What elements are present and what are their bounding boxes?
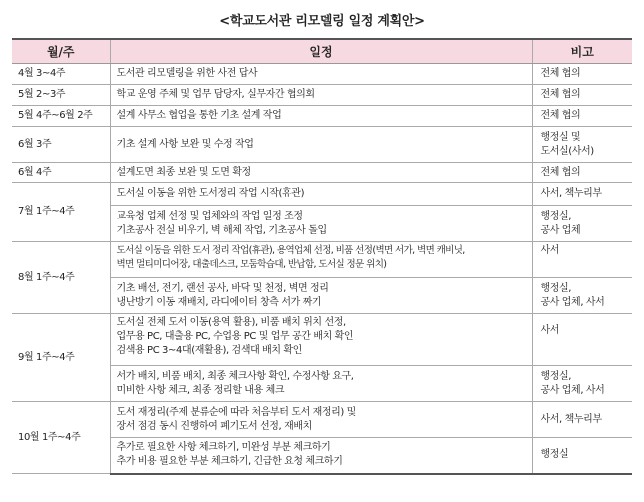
note-line: 사서 xyxy=(540,325,560,336)
note-cell xyxy=(532,314,632,366)
schedule-table xyxy=(12,38,632,475)
plan-cell xyxy=(110,163,532,183)
note-cell xyxy=(532,64,632,85)
plan-line: 검색용 PC 3~4대(재활용), 검색대 배치 확인 xyxy=(116,345,302,356)
note-cell xyxy=(532,206,632,242)
note-cell xyxy=(532,127,632,163)
plan-line: 도서관 리모델링을 위한 사전 답사 xyxy=(116,68,258,79)
plan-line: 업무용 PC, 대출용 PC, 수업용 PC 및 업무 공간 배치 확인 xyxy=(116,331,354,342)
note-line: 사서, 책누리부 xyxy=(540,188,602,199)
plan-cell xyxy=(110,85,532,106)
plan-line: 냉난방기 이동 재배치, 라디에이터 창측 서가 짜기 xyxy=(116,296,322,308)
table-row xyxy=(12,163,632,183)
note-line: 공사 업체, 사서 xyxy=(540,296,605,308)
table-row xyxy=(12,183,632,206)
plan-cell xyxy=(110,278,532,314)
plan-cell xyxy=(110,366,532,402)
plan-line: 도서실 이동을 위한 도서정리 작업 시작(휴관) xyxy=(116,188,305,199)
note-cell xyxy=(532,183,632,206)
month-cell: 7월 1주~4주 xyxy=(12,183,110,242)
month-cell: 10월 1주~4주 xyxy=(12,402,110,474)
month-cell: 5월 2~3주 xyxy=(12,85,110,106)
page-title: <학교도서관 리모델링 일정 계획안> xyxy=(219,14,425,29)
note-line: 전체 협의 xyxy=(540,68,581,79)
plan-cell xyxy=(110,183,532,206)
table-row xyxy=(12,402,632,438)
note-line: 도서실(사서) xyxy=(540,145,594,157)
plan-line: 도서실 전체 도서 이동(용역 활용), 비품 배치 위치 선정, xyxy=(116,317,346,328)
note-line: 사서 xyxy=(540,245,560,256)
note-line: 행정실, xyxy=(540,370,572,382)
table-header-row xyxy=(12,39,632,64)
table-row xyxy=(12,242,632,278)
plan-line: 도서 재정리(주제 분류순에 따라 처음부터 도서 재정리) 및 xyxy=(116,406,356,418)
month-cell: 8월 1주~4주 xyxy=(12,242,110,314)
plan-line: 도서실 이동을 위한 도서 정리 작업(휴관), 용역업체 선정, 비품 선정(벽면 서가, 벽면 캐비닛, xyxy=(116,245,465,256)
month-cell: 5월 4주~6월 2주 xyxy=(12,106,110,127)
plan-line: 장서 점검 동시 진행하여 폐기도서 선정, 재배치 xyxy=(116,420,312,432)
note-cell xyxy=(532,438,632,474)
table-row xyxy=(12,85,632,106)
plan-cell xyxy=(110,438,532,474)
note-line: 행정실, xyxy=(540,210,572,222)
plan-line: 설계도면 최종 보완 및 도면 확정 xyxy=(116,166,251,178)
note-line: 전체 협의 xyxy=(540,110,581,121)
note-cell xyxy=(532,163,632,183)
table-row xyxy=(12,314,632,366)
month-cell: 6월 3주 xyxy=(12,127,110,163)
note-cell xyxy=(532,85,632,106)
note-line: 행정실 및 xyxy=(540,131,581,143)
note-cell xyxy=(532,106,632,127)
plan-cell xyxy=(110,106,532,127)
month-cell: 9월 1주~4주 xyxy=(12,314,110,402)
note-cell xyxy=(532,278,632,314)
plan-line: 서가 배치, 비품 배치, 최종 체크사항 확인, 수정사항 요구, xyxy=(116,370,354,382)
plan-line: 추가 비용 필요한 부분 체크하기, 긴급한 요청 체크하기 xyxy=(116,456,343,468)
header-plan: 일정 xyxy=(110,39,532,64)
month-cell: 6월 4주 xyxy=(12,163,110,183)
plan-cell xyxy=(110,64,532,85)
note-line: 전체 협의 xyxy=(540,89,581,100)
plan-line: 기초 설계 사항 보완 및 수정 작업 xyxy=(116,138,254,150)
plan-cell xyxy=(110,127,532,163)
plan-line: 미비한 사항 체크, 최종 정리할 내용 체크 xyxy=(116,384,285,396)
month-cell: 4월 3~4주 xyxy=(12,64,110,85)
plan-line: 설계 사무소 협업을 통한 기초 설계 작업 xyxy=(116,110,282,121)
plan-line: 교육청 업체 선정 및 업체와의 작업 일정 조정 xyxy=(116,210,303,222)
plan-cell xyxy=(110,242,532,278)
note-cell xyxy=(532,242,632,278)
plan-line: 기초 배선, 전기, 랜선 공사, 바닥 및 천정, 벽면 정리 xyxy=(116,282,329,294)
plan-line: 벽면 멀티미디어장, 대출데스크, 모둠학습대, 반납함, 도서실 정문 위치) xyxy=(116,259,387,270)
note-cell xyxy=(532,402,632,438)
plan-line: 기초공사 전실 비우기, 벽 해체 작업, 기초공사 돌입 xyxy=(116,224,327,236)
plan-cell xyxy=(110,206,532,242)
table-row xyxy=(12,127,632,163)
note-line: 사서, 책누리부 xyxy=(540,413,602,425)
note-line: 행정실, xyxy=(540,282,572,294)
note-line: 공사 업체 xyxy=(540,224,581,236)
note-line: 행정실 xyxy=(540,449,569,461)
table-row xyxy=(12,64,632,85)
plan-cell xyxy=(110,314,532,366)
header-month: 월/주 xyxy=(12,39,110,64)
table-row xyxy=(12,106,632,127)
plan-cell xyxy=(110,402,532,438)
note-cell xyxy=(532,366,632,402)
plan-line: 추가로 필요한 사항 체크하기, 미완성 부분 체크하기 xyxy=(116,442,331,454)
note-line: 공사 업체, 사서 xyxy=(540,384,605,396)
note-line: 전체 협의 xyxy=(540,166,581,178)
plan-line: 학교 운영 주체 및 업무 담당자, 실무자간 협의회 xyxy=(116,89,315,100)
header-note: 비고 xyxy=(532,39,632,64)
